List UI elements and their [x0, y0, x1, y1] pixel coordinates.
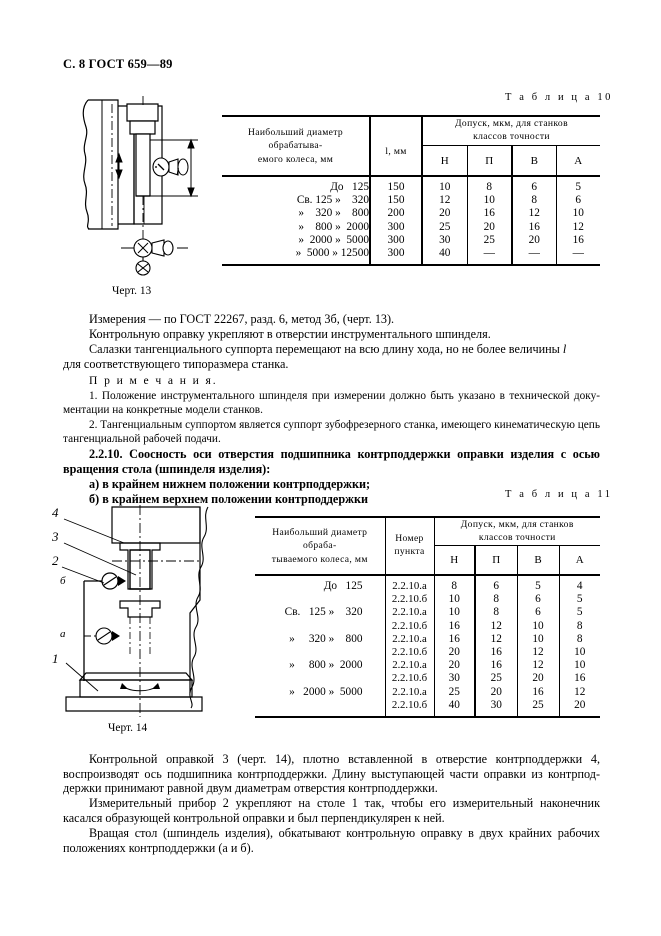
cell-length: 150 [370, 194, 422, 207]
table-10-body [222, 176, 600, 265]
cell-class-a: 10 [556, 207, 600, 220]
cell-class-v: — [512, 247, 556, 265]
cell-length: 300 [370, 221, 422, 234]
table-10-header-class-a: А [556, 146, 600, 177]
cell-length: 200 [370, 207, 422, 220]
cell-class-p: 25 [475, 672, 517, 685]
table-row [255, 593, 600, 606]
cell-class-v: 16 [517, 686, 559, 699]
figure-14-label-3: 3 [52, 529, 59, 544]
cell-class-v: 6 [517, 593, 559, 606]
table-11-head [255, 517, 600, 575]
paragraph-slide-symbol-l: l [562, 342, 567, 356]
figure-14-drawing [52, 505, 242, 722]
cell-class-a: 10 [559, 659, 600, 672]
cell-class-p: 25 [467, 234, 512, 247]
cell-class-a: 16 [559, 672, 600, 685]
figure-14-label-a: а [60, 628, 66, 640]
paragraph-slide [63, 342, 600, 357]
cell-item-number: 2.2.10.а [385, 575, 434, 593]
cell-diameter-range: До 125 [323, 580, 363, 592]
cell-class-p: 12 [475, 620, 517, 633]
table-row [255, 659, 600, 672]
paragraph-slide-cont: для соответствующего типоразмера станка. [63, 357, 289, 371]
cell-class-v: 10 [517, 620, 559, 633]
table-row [255, 606, 600, 619]
figure-14-label-4: 4 [52, 505, 59, 520]
cell-item-number: 2.2.10.а [385, 659, 434, 672]
cell-diameter-range [255, 593, 385, 606]
cell-class-v: 6 [517, 606, 559, 619]
cell-diameter-range: » 2000 » 5000 [298, 233, 369, 246]
cell-class-p: 30 [475, 699, 517, 717]
table-row [222, 234, 600, 247]
cell-class-n: 10 [434, 606, 475, 619]
cell-class-v: 20 [517, 672, 559, 685]
table-row [222, 176, 600, 194]
cell-class-a: 20 [559, 699, 600, 717]
table-11-header-tolerance: Допуск, мкм, для станков классов точности [434, 517, 600, 546]
cell-diameter-range: » 320 » 800 [289, 632, 363, 645]
table-11-body [255, 575, 600, 717]
paragraph-rotation: Вращая стол (шпиндель изделия), обкатывают контрольную оправку в двух крайних рабочих положениях контрподдержки (а и б). [63, 826, 600, 855]
table-row [255, 686, 600, 699]
table-row [222, 194, 600, 207]
cell-class-a: 6 [556, 194, 600, 207]
cell-diameter-range: » 320 » 800 [298, 207, 369, 220]
table-11-header-diameter: Наибольший диаметр обраба- тываемого колеса, мм [255, 517, 385, 575]
table-10-header-class-v: В [512, 146, 556, 177]
figure-14-label-1: 1 [52, 651, 59, 666]
cell-diameter-range: » 5000 » 12500 [222, 247, 370, 265]
cell-item-number: 2.2.10.б [385, 593, 434, 606]
table-row [255, 633, 600, 646]
table-10-header-tolerance: Допуск, мкм, для станков классов точности [422, 116, 600, 146]
figure-13-svg [58, 96, 218, 286]
cell-class-a: 4 [559, 575, 600, 593]
cell-class-p: — [467, 247, 512, 265]
cell-item-number: 2.2.10.а [385, 633, 434, 646]
cell-class-p: 12 [475, 633, 517, 646]
cell-diameter-range [255, 699, 385, 717]
table-11-header-class-v: В [517, 546, 559, 576]
cell-diameter-range: До 125 [330, 181, 369, 193]
table-10-header-l: l, мм [370, 116, 422, 176]
cell-diameter-range [255, 672, 385, 685]
cell-diameter-range: » 2000 » 5000 [289, 685, 363, 698]
paragraph-slide-text-a: Салазки тангенциального суппорта перемещают на всю длину хода, но не более величины [89, 342, 563, 356]
cell-class-p: 16 [475, 646, 517, 659]
cell-class-p: 16 [475, 659, 517, 672]
cell-item-number: 2.2.10.б [385, 620, 434, 633]
note-1: 1. Положение инструментального шпинделя при измерении должно быть указано в технической доку-ментации на конкретные модели станков. [63, 390, 600, 416]
table-11-header-item: Номер пункта [385, 517, 434, 575]
cell-diameter-range: » 800 » 2000 [298, 220, 369, 233]
cell-length: 300 [370, 234, 422, 247]
cell-class-n: 12 [422, 194, 467, 207]
figure-14-svg [52, 505, 242, 717]
cell-class-a: 8 [559, 620, 600, 633]
cell-item-number: 2.2.10.а [385, 686, 434, 699]
cell-class-n: 30 [434, 672, 475, 685]
cell-class-v: 10 [517, 633, 559, 646]
cell-class-v: 12 [512, 207, 556, 220]
cell-class-v: 8 [512, 194, 556, 207]
cell-class-p: 6 [475, 575, 517, 593]
cell-class-p: 8 [475, 606, 517, 619]
cell-length: 150 [370, 176, 422, 194]
paragraph-mandrel-insert: Контрольной оправкой 3 (черт. 14), плотно вставленной в отверстие контрподдержки 4, воспроизводят ось подшипника контрподдержки. Длину выступающей части оправки из контрпод-держки принимают равной двум диаметрам отверстия контрподдержки. [63, 752, 600, 796]
cell-diameter-range: Св. 125 » 320 [284, 606, 363, 619]
cell-diameter-range: Св. 125 » 320 [296, 194, 369, 207]
cell-class-v: 6 [512, 176, 556, 194]
clause-2-2-10-a: а) в крайнем нижнем положении контрподдержки; [89, 477, 371, 491]
note-2: 2. Тангенциальным суппортом является суппорт зубофрезерного станка, имеющего кинематическую цепь тангенциальной рабочей подачи. [63, 419, 600, 445]
table-row [255, 699, 600, 717]
table-10-header-class-n: Н [422, 146, 467, 177]
cell-class-a: — [556, 247, 600, 265]
cell-class-n: 20 [434, 646, 475, 659]
page-header-running-head: С. 8 ГОСТ 659—89 [63, 57, 173, 71]
cell-class-p: 8 [475, 593, 517, 606]
cell-class-a: 5 [559, 606, 600, 619]
figure-14-caption: Черт. 14 [108, 722, 148, 734]
cell-class-p: 16 [467, 207, 512, 220]
paragraph-mandrel: Контрольную оправку укрепляют в отверстии инструментального шпинделя. [89, 327, 491, 341]
table-10 [222, 115, 600, 266]
table-10-caption: Т а б л и ц а 10 [505, 92, 614, 103]
cell-class-p: 20 [467, 221, 512, 234]
table-11-header-class-n: Н [434, 546, 475, 576]
cell-class-v: 12 [517, 646, 559, 659]
cell-class-n: 16 [434, 633, 475, 646]
cell-class-v: 20 [512, 234, 556, 247]
cell-class-n: 25 [434, 686, 475, 699]
table-row [255, 672, 600, 685]
figure-13-caption: Черт. 13 [112, 285, 152, 297]
cell-class-p: 20 [475, 686, 517, 699]
cell-class-n: 40 [422, 247, 467, 265]
cell-class-a: 16 [556, 234, 600, 247]
figure-13-drawing [58, 96, 218, 291]
cell-class-p: 8 [467, 176, 512, 194]
cell-class-n: 10 [434, 593, 475, 606]
cell-class-v: 16 [512, 221, 556, 234]
figure-14-label-b: б [60, 575, 66, 587]
table-row [255, 646, 600, 659]
clause-2-2-10-b: б) в крайнем верхнем положении контрподдержки [89, 492, 369, 506]
cell-diameter-range [255, 620, 385, 633]
table-11-caption: Т а б л и ц а 11 [505, 489, 613, 500]
cell-class-n: 40 [434, 699, 475, 717]
figure-13-dimension-label: l [176, 166, 180, 178]
table-10-header-class-p: П [467, 146, 512, 177]
table-row [255, 620, 600, 633]
cell-class-v: 12 [517, 659, 559, 672]
table-11-header-class-p: П [475, 546, 517, 576]
cell-class-a: 12 [559, 686, 600, 699]
cell-class-n: 20 [422, 207, 467, 220]
table-11 [255, 516, 600, 718]
table-11-header-class-a: А [559, 546, 600, 576]
paragraph-instrument: Измерительный прибор 2 укрепляют на столе 1 так, чтобы его измерительный наконечник касался образующей контрольной оправки и был перпендикулярен к ней. [63, 796, 600, 825]
cell-class-v: 5 [517, 575, 559, 593]
table-10-head [222, 116, 600, 176]
cell-class-a: 5 [559, 593, 600, 606]
table-row [222, 247, 600, 265]
cell-item-number: 2.2.10.б [385, 646, 434, 659]
table-row [222, 207, 600, 220]
cell-class-a: 12 [556, 221, 600, 234]
table-row [255, 575, 600, 593]
cell-item-number: 2.2.10.б [385, 699, 434, 717]
clause-2-2-10: 2.2.10. Соосность оси отверстия подшипника контрподдержки оправки изделия с осью вращения стола (шпинделя изделия): [63, 447, 600, 476]
cell-class-n: 30 [422, 234, 467, 247]
cell-item-number: 2.2.10.а [385, 606, 434, 619]
notes-heading: П р и м е ч а н и я. [89, 374, 218, 387]
table-row [222, 221, 600, 234]
cell-diameter-range: » 800 » 2000 [289, 659, 363, 672]
cell-diameter-range [255, 646, 385, 659]
cell-class-n: 25 [422, 221, 467, 234]
cell-length: 300 [370, 247, 422, 265]
paragraph-measurements: Измерения — по ГОСТ 22267, разд. 6, метод 3б, (черт. 13). [89, 312, 395, 326]
cell-class-n: 10 [422, 176, 467, 194]
table-10-header-diameter: Наибольший диаметр обрабатыва- емого колеса, мм [222, 116, 370, 176]
cell-class-a: 10 [559, 646, 600, 659]
cell-class-n: 20 [434, 659, 475, 672]
cell-class-n: 8 [434, 575, 475, 593]
cell-item-number: 2.2.10.б [385, 672, 434, 685]
cell-class-v: 25 [517, 699, 559, 717]
figure-14-label-2: 2 [52, 553, 59, 568]
cell-class-n: 16 [434, 620, 475, 633]
cell-class-a: 8 [559, 633, 600, 646]
cell-class-p: 10 [467, 194, 512, 207]
cell-class-a: 5 [556, 176, 600, 194]
